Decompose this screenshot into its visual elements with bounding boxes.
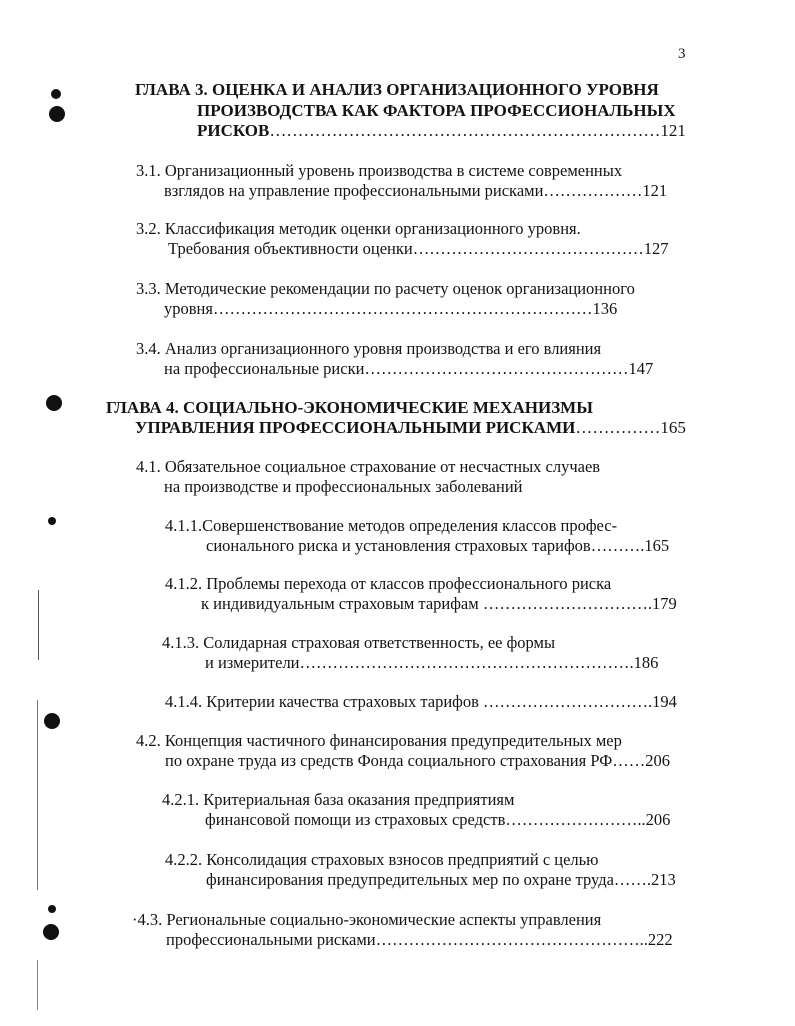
toc-3-4-entry [164,359,653,379]
toc-3-1-entry [164,181,667,201]
dot-leader: …………… [575,418,661,437]
dot-leader: ………………………………………….. [375,930,648,949]
toc-4-2-2-entry [206,870,676,890]
toc-3-1-page: 121 [642,181,668,200]
toc-4-2-2-page: 213 [651,870,676,889]
toc-4-2-1-entry [205,810,670,830]
dot-leader: …………………………. [478,692,653,711]
binding-hole [49,106,65,122]
toc-4-1-line1: 4.1. Обязательное социальное страхование от несчастных случаев [136,457,601,476]
chapter4-title-line1: ГЛАВА 4. СОЦИАЛЬНО-ЭКОНОМИЧЕСКИЕ МЕХАНИЗМЫ [106,398,593,417]
binding-hole [44,713,60,729]
toc-4-2-1-line2: финансовой помощи из страховых средств [205,810,506,829]
dot-leader: ……. [613,870,652,889]
toc-4-3-entry [166,930,673,950]
chapter3-title-line2: ПРОИЗВОДСТВА КАК ФАКТОРА ПРОФЕССИОНАЛЬНЫХ [197,101,676,120]
chapter4-page: 165 [660,418,686,437]
toc-4-1-1-page: 165 [644,536,670,555]
dot-leader: …………………………………………………………… [212,299,593,318]
margin-speck [37,960,38,1010]
toc-4-1-1-line2: сионального риска и установления страховых тарифов [206,536,591,555]
margin-speck [37,700,38,890]
toc-4-1-2-line1: 4.1.2. Проблемы перехода от классов профессионального риска [165,574,612,593]
toc-4-1-2-line2: к индивидуальным страховым тарифам [201,594,479,613]
toc-4-2-page: 206 [645,751,671,770]
binding-hole [51,89,61,99]
toc-4-1-3-line2: и измерители [205,653,300,672]
toc-3-2-line2: Требования объективности оценки [168,239,413,258]
toc-3-4-page: 147 [628,359,654,378]
toc-4-1-3-line1: 4.1.3. Солидарная страховая ответственность, ее формы [162,633,556,652]
toc-4-1-3-entry [205,653,658,673]
dot-leader: ……………… [543,181,643,200]
binding-hole [46,395,62,411]
toc-3-2-page: 127 [643,239,669,258]
toc-4-2-2-line1: 4.2.2. Консолидация страховых взносов предприятий с целью [165,850,599,869]
toc-4-1-line2: на производстве и профессиональных заболеваний [164,477,523,496]
dot-leader: ………………………………………… [364,359,629,378]
toc-4-1-1-line1: 4.1.1.Совершенствование методов определения классов профес- [165,516,618,535]
binding-hole [43,924,59,940]
toc-4-1-2-entry [201,594,677,614]
dot-leader: …………………………………… [412,239,644,258]
toc-4-3-line2: профессиональными рисками [166,930,376,949]
dot-leader: …… [612,751,646,770]
toc-4-1-4-page: 194 [652,692,677,711]
binding-hole [48,905,56,913]
toc-4-3-page: 222 [647,930,673,949]
chapter3-page: 121 [660,121,686,140]
dot-leader: …………………………………………………………… [269,121,661,140]
toc-3-2-entry [168,239,668,259]
dot-leader: ………. [590,536,645,555]
chapter4-title-line2: УПРАВЛЕНИЯ ПРОФЕССИОНАЛЬНЫМИ РИСКАМИ [135,418,576,437]
dot-leader: …………………….. [505,810,646,829]
binding-hole [48,517,56,525]
page-number: 3 [678,46,686,62]
margin-speck [38,590,39,660]
dot-leader: ……………………………………………………. [299,653,634,672]
chapter3-title-line1: ГЛАВА 3. ОЦЕНКА И АНАЛИЗ ОРГАНИЗАЦИОННОГО УРОВНЯ [135,80,659,99]
chapter4-entry-line [135,418,686,438]
toc-4-1-2-page: 179 [651,594,677,613]
toc-4-2-2-line2: финансирования предупредительных мер по охране труда [206,870,614,889]
chapter3-entry-line [197,121,686,141]
toc-3-4-line1: 3.4. Анализ организационного уровня производства и его влияния [136,339,602,358]
toc-3-1-line2: взглядов на управление профессиональными рисками [164,181,544,200]
chapter3-title-line3: РИСКОВ [197,121,270,140]
toc-3-3-entry [164,299,617,319]
toc-3-1-line1: 3.1. Организационный уровень производства в системе современных [136,161,623,180]
toc-4-1-4-line1: 4.1.4. Критерии качества страховых тарифов [165,692,479,711]
toc-3-4-line2: на профессиональные риски [164,359,365,378]
toc-4-1-4-entry [165,692,677,712]
toc-4-2-line1: 4.2. Концепция частичного финансирования предупредительных мер [136,731,622,750]
toc-3-3-line2: уровня [164,299,213,318]
toc-4-2-line2: по охране труда из средств Фонда социального страхования РФ [165,751,613,770]
toc-4-2-1-line1: 4.2.1. Критериальная база оказания предприятиям [162,790,515,809]
toc-4-2-1-page: 206 [645,810,671,829]
toc-4-3-line1: ·4.3. Региональные социально-экономические аспекты управления [132,910,602,929]
toc-3-2-line1: 3.2. Классификация методик оценки организационного уровня. [136,219,581,238]
toc-3-3-page: 136 [592,299,618,318]
dot-leader: …………………………. [478,594,652,613]
toc-4-2-entry [165,751,670,771]
toc-3-3-line1: 3.3. Методические рекомендации по расчету оценок организационного [136,279,635,298]
toc-4-1-3-page: 186 [633,653,659,672]
toc-4-1-1-entry [206,536,669,556]
